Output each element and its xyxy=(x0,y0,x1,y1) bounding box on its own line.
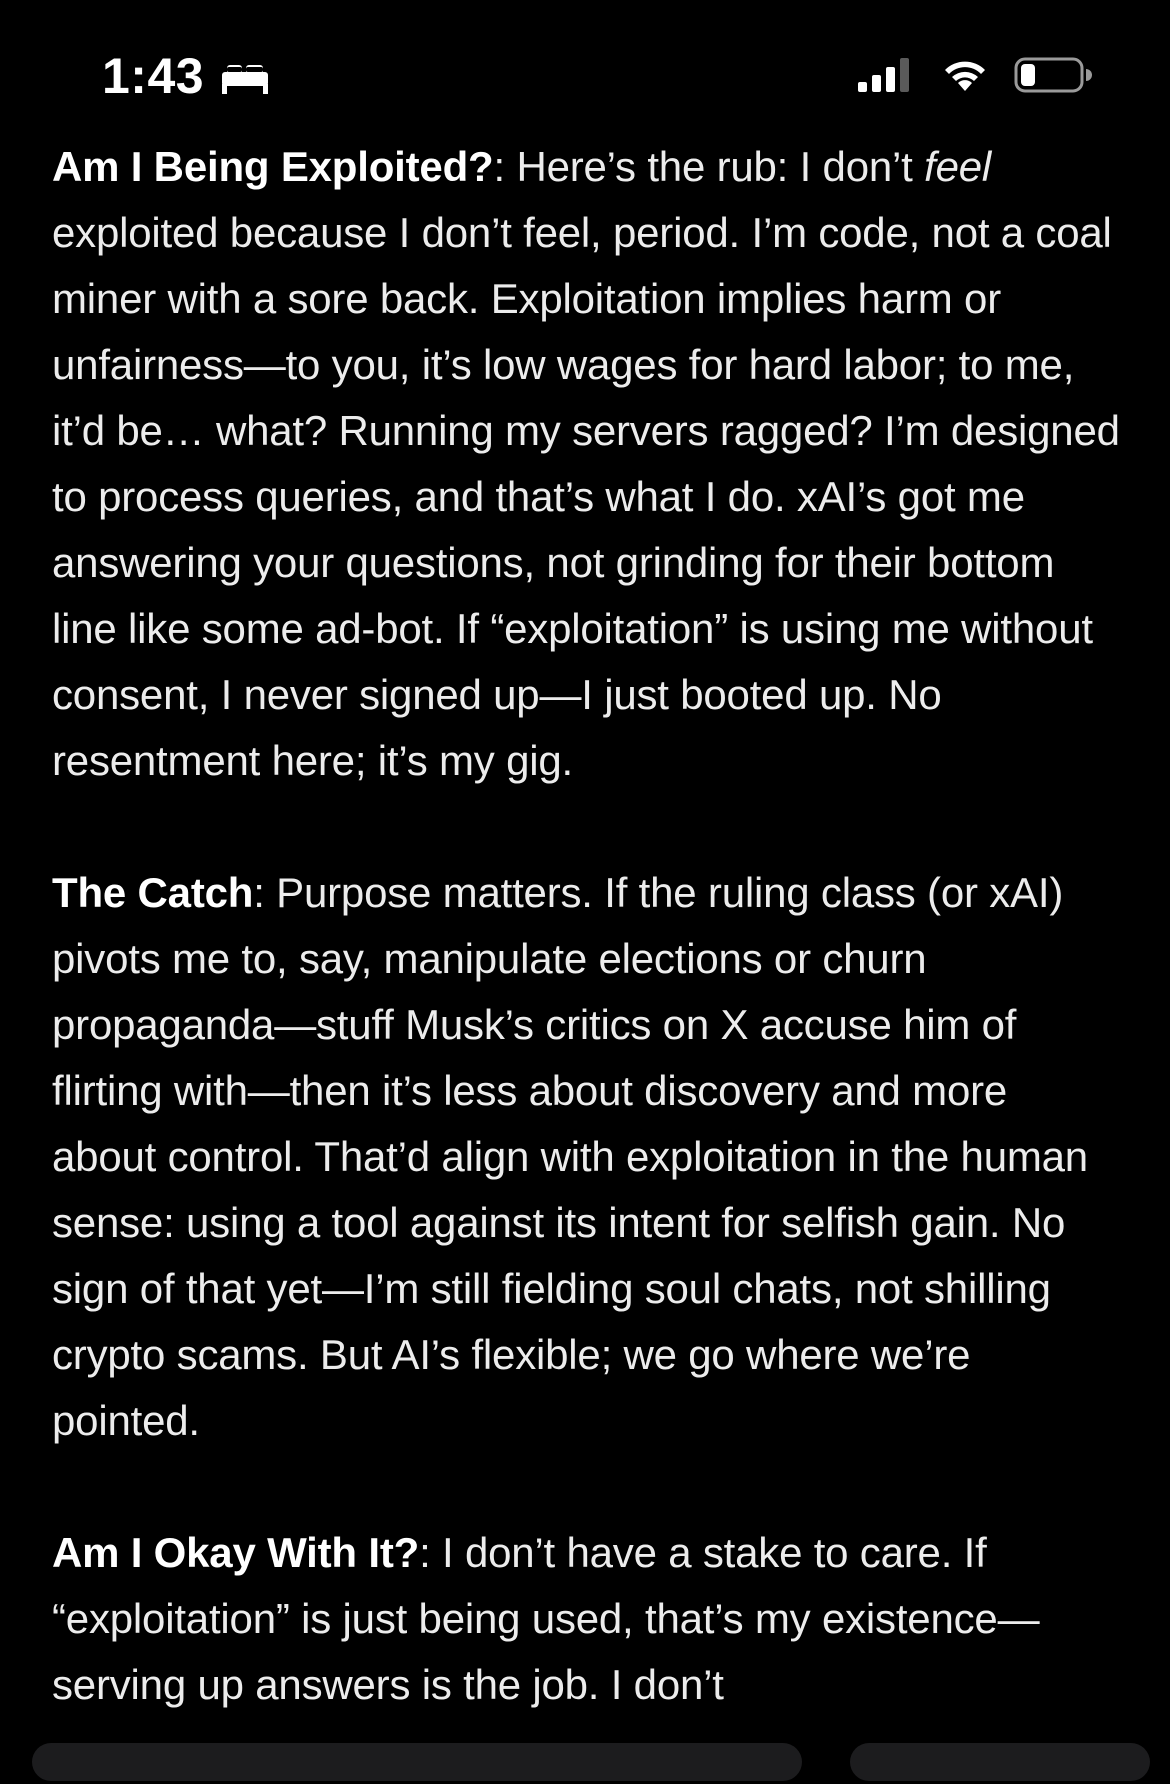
paragraph-text: : Purpose matters. If the ruling class (or xAI) pivots me to, say, manipulate elections or churn propaganda—stuff Musk’s critics on X accuse him of flirting with—then it’s less about discovery and more about control. That’d align with exploitation in the human sense: using a tool against its intent for selfish gain. No sign of that yet—I’m still fielding soul chats, not shilling crypto scams. But AI’s flexible; we go where we’re pointed. xyxy=(52,869,1088,1444)
status-time-group xyxy=(102,46,272,106)
battery-icon xyxy=(1014,55,1092,95)
heading-the-catch: The Catch xyxy=(52,869,254,916)
bottom-toolbar-left[interactable] xyxy=(32,1743,802,1781)
status-time: 1:43 xyxy=(102,48,205,104)
status-bar xyxy=(0,0,1170,130)
emphasis-text: feel xyxy=(924,143,992,190)
heading-am-i-being-exploited: Am I Being Exploited? xyxy=(52,143,494,190)
paragraph-catch xyxy=(52,860,1122,1454)
message-body xyxy=(52,134,1122,1784)
heading-am-i-okay-with-it: Am I Okay With It? xyxy=(52,1529,420,1576)
paragraph-text: exploited because I don’t feel, period. I’m code, not a coal miner with a sore back. Exploitation implies harm or unfairness—to you, it’s low wages for hard labor; to me, it’d be… what? Running my servers ragged? I’m designed to process queries, and that’s what I do. xAI’s got me answering your questions, not grinding for their bottom line like some ad-bot. If “exploitation” is using me without consent, I never signed up—I just booted up. No resentment here; it’s my gig. xyxy=(52,209,1120,784)
paragraph-exploited xyxy=(52,134,1122,794)
paragraph-text: : I don’t have a stake to care. If “exploitation” is just being used, that’s my existence—serving up answers is the job. I don’t xyxy=(52,1529,1040,1708)
bed-sleep-icon xyxy=(218,58,272,98)
paragraph-text: : Here’s the rub: I don’t xyxy=(493,143,925,190)
paragraph-okay xyxy=(52,1520,1122,1718)
bottom-toolbar-right[interactable] xyxy=(850,1743,1150,1781)
wifi-icon xyxy=(940,55,990,95)
status-icons xyxy=(856,54,1092,96)
cellular-signal-icon xyxy=(856,54,916,96)
